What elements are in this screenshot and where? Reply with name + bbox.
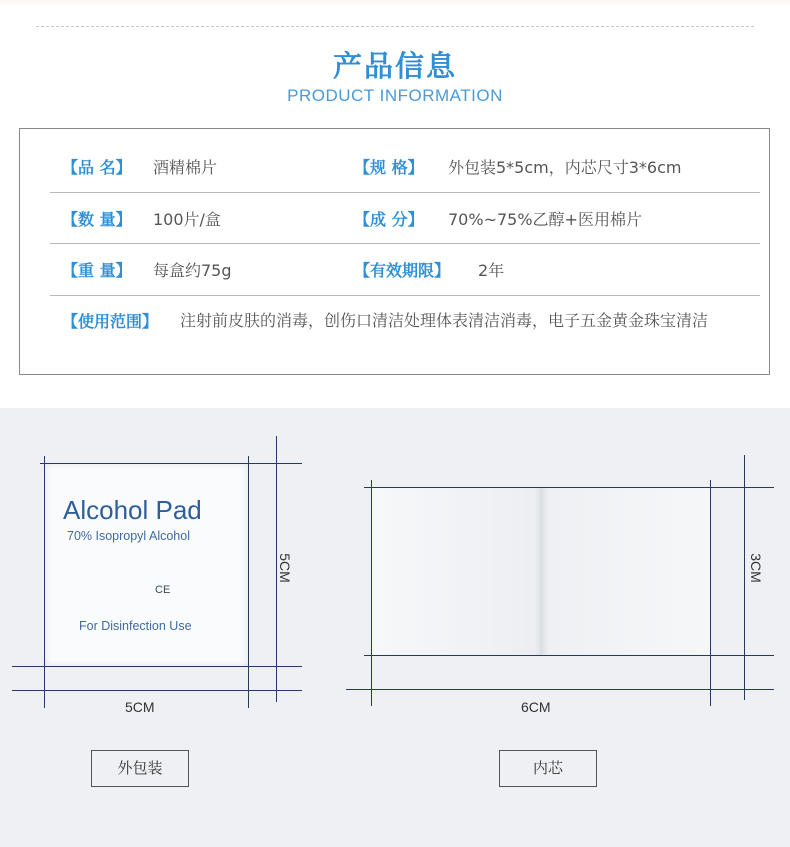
- section-title: 产品信息: [332, 49, 457, 83]
- weight-label: 【重 量】: [62, 261, 132, 280]
- name-value: 酒精棉片: [153, 158, 218, 177]
- spec-label: 【规 格】: [354, 158, 424, 177]
- outer-right-edge-line: [248, 456, 249, 708]
- dashed-divider: [36, 26, 754, 27]
- scope-label: 【使用范围】: [62, 312, 159, 331]
- section-subtitle: PRODUCT INFORMATION: [287, 86, 503, 105]
- scope-value: 注射前皮肤的消毒，创伤口清洁处理体表清洁消毒，电子五金黄金珠宝清洁: [180, 311, 709, 330]
- inner-left-edge-line: [371, 480, 372, 706]
- spec-value: 外包装5*5cm，内芯尺寸3*6cm: [448, 158, 682, 177]
- inner-right-dimension-line: [744, 455, 745, 700]
- inner-width-label: 6CM: [521, 699, 551, 715]
- outer-left-edge-line: [44, 456, 45, 708]
- qty-label: 【数 量】: [62, 210, 132, 229]
- composition-label: 【成 分】: [354, 210, 424, 229]
- inner-right-edge-line: [710, 480, 711, 706]
- alcohol-pad-package: [45, 463, 248, 666]
- outer-top-edge-line: [40, 463, 302, 464]
- inner-top-edge-line: [364, 487, 774, 488]
- pad-subtitle: 70% Isopropyl Alcohol: [67, 529, 190, 543]
- cotton-core: [372, 487, 711, 655]
- inner-core-tag: 内芯: [499, 750, 597, 787]
- outer-width-label: 5CM: [125, 699, 155, 715]
- row-divider: [50, 295, 760, 296]
- outer-bottom-dimension-line: [12, 690, 302, 691]
- top-strip: [0, 0, 790, 6]
- pad-title: Alcohol Pad: [63, 495, 202, 525]
- outer-package-tag: 外包装: [91, 750, 189, 787]
- outer-height-label: 5CM: [276, 553, 293, 583]
- inner-height-label: 3CM: [747, 553, 764, 583]
- outer-bottom-edge-line: [12, 666, 302, 667]
- name-label: 【品 名】: [62, 158, 132, 177]
- row-divider: [50, 243, 760, 244]
- pad-usage: For Disinfection Use: [79, 619, 192, 633]
- composition-value: 70%~75%乙醇+医用棉片: [448, 210, 642, 229]
- ce-mark: CE: [155, 584, 171, 596]
- expiry-value: 2年: [478, 261, 505, 280]
- qty-value: 100片/盒: [153, 210, 221, 229]
- expiry-label: 【有效期限】: [354, 261, 451, 280]
- weight-value: 每盒约75g: [153, 261, 232, 280]
- row-divider: [50, 192, 760, 193]
- inner-bottom-edge-line: [364, 655, 774, 656]
- product-info-table: [19, 128, 770, 375]
